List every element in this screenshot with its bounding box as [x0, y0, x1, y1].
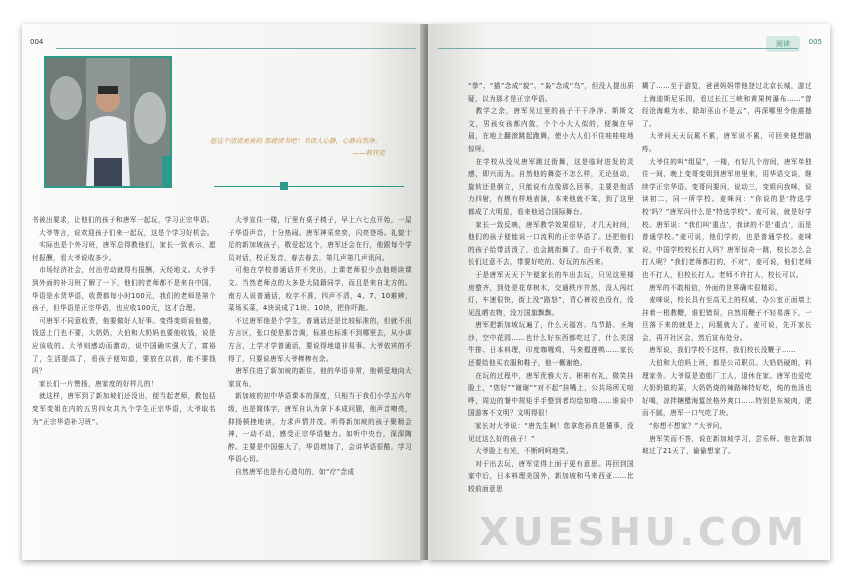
header-rule-left: [56, 48, 416, 49]
right-page-column-1: “拳”、“猫”念成“貌”、“枭”念成“鸟”，但没人提出质疑，以为那才是正宗华语。 教学之余，唐军见过里的孩子干干净净、斯斯文文，男孩女孩都内敛，个个小大人似的，便搁在早晨，在地上翻滚跳起跑舞，使小大人们不住哇哇哇地惊呀。 在学校从没见唐军跳过街舞，这是临时进发的灵感，即兴而为。自然他的舞姿不怎么样，无论扭动，旋转还是倒立，只能说有点像那么回事，主要是他活力四射，有模有样地表演，本来他就不笨，到了这里都成了大明星，看来他适合国际舞台。 家长一致反映，唐军教学效果很好，才几天时间，他们的孩子便能说一口流利的正宗华语了。还把他们的孩子给带活泼了，也会跳街舞了。由于不收费，家长们过意不去，带要好吃的、好玩的东西来。 于是唐军天天下午便家长的车出去玩，只见这里楼房整齐，到处是花草树木，交通秩序井然，没人闯红灯，车速很快，街上没“路怒”，背心裤衩也没有，没见乱晒衣物，没万国旗飘飘。 唐军把新加坡玩遍了，什么天福宫、乌节路、圣淘沙，空中花园……也什么好东西都吃过了，什么美国牛排、日本料理，印度咖喱鸡，马来榴莲鸭……家长还要给他买衣服和鞋子，他一概谢绝。 在玩的过程中，唐军优雅大方、彬彬有礼，微笑挂脸上，“您好”“谢谢”“对不起”挂嘴上，公共场所无喧哗，周边的餐中规矩手手整到者均绘知噜……谁说中国游客不文明？文明得很！ 家长对大爷说：“唐先生啊！您拿您孙真是懂事，没见过这么好的孩子！” 大爷脸上有光，不断呵呵地笑。 对于出去玩，唐军觉得上面于更有意思。再回到国家中后，日本料理美国外，新加坡和马来西亚……比较前面意思: [468, 82, 634, 493]
header-rule-right: [438, 48, 798, 49]
right-page-column-2: 糊了……至于游览，爸爸妈妈带他登过北京长城，游过上海迪斯尼乐园，看过长江三峡和黄果树瀑布……“曾经沧海难为水，除却巫山不是云”，再深哪里令他震撼了。 大爷问天天玩累不累，唐军说不累，可回来便想脑疼。 大爷住的叫“组屋”，一楼，有好几个房间，唐军单独住一间，晚上变哥变姐到唐军房里来，用华语交谈，继续学正宗华语。变哥问要问，说动三，变姐问我咪，说读初二，同一所学校。麦咪问：“你说的是‘特选学校’吗？”唐军问什么是“特选学校”。麦可说，就是好学校。唐军说：“我们叫‘重点’，我读的不是‘重点’，而是普通学校。”麦可说，他们学的，也是普通学校。麦咪说，中国学校校长打人吗？唐军惊奇一跳，校长怎么会打人呢？“我们老师都打的，不对“，麦可说，他们老师也不打人，但校长打人。老师不许打人，校长可以。 唐军的不敢相信，外面的世界确实很精彩。 麦咪说，校长具有至高无上的权威，办公室正面墙上挂着一根教鞭，谁犯错误，自然用鞭子不轻易落下，一旦落下来的就是上，问题就大了。麦可说，先开家长会，再开社区会，然后宣布处分。 唐军说，我们学校不这样，我们校长没鞭子…… 大伯和大伯妈上班，都是公司职员。大奶奶硬朗，料理家务。大爷原是造船厂工人，退休在家。唐军也爱吃大奶奶做的菜，大奶奶烧的辣路辣特好吃，炖的鱼汤也好喝，凉拌糖醋海蜇丝格外爽口……特别是东坡肉，肥而不腻，唐军一口气吃了块。 “你想不想家？”大爷问。 唐军笑而不答，说在新加坡学习，尝乐呀。他在新加坡过了21天了，偷偷想家了。: [642, 82, 812, 456]
pull-quote: [210, 135, 385, 159]
left-page-column-2: 大爷宣住一楼，厅里有桌子椅子，早上六七点开始，一屋子华语声音，十分热闹。唐军神采奕奕，闪亮登场。礼貌十足的新加坡孩子，敬爱起这个，唐军还会在行，他跟每个学员对话，校正发音，春去春去，第几声第几声讯问。 可他在学校普通话并不突出，上课老师很少点他朗读课文。当然老师点的大多是大陆籍同学，而且是来自北方的。南方人说普通话，咬字不准，四声不清，4、7、10难辨，菜场买菜，4块说成了1块、10块，把你吓跑。 不过唐军他是个学生，普通话还是比较标准的，但就不出方言区，张口便是那音调，标准也标准不到哪里去，从小讲方言，上学才学普通话，要说得地道非易事。大爷依宾的不得了，只要说唐军大爷棒棒有余。 唐军住进了新加坡的新住，他的华语非常，他顿爱地向大家宣布， 新加坡的初中华语课本的深度，只相当于我们小学五六年级，也是简体字，唐军自认为拿下本成问题，他声音嘹亮，抑扬顿挫地读，力求声情并茂。听得新加坡的孩子聚精会神，一动不动，感受正宗华语魅力。如听中央台，深深陶醉。主要是中国强大了，华语增加了，会讲华语很酷，学习华语心切。 自然唐军也是有心造句的，如“疗”念成: [228, 216, 412, 476]
left-page: [22, 24, 424, 560]
left-page-column-1: 书被出要求，让他们的孩子和唐军一起玩，学习正宗华语。 大爷等言，说欢迎孩子们来一起玩，这是个学习好机会。 实际也是个外习班，唐军总得教他们，家长一致表示，愿付报酬，看大爷说收多少。 市场经济社会，付出劳动就得有报酬，天经地义。大爷手到外面的补习班了解了一下，他们的老师都不是来自中国，华语是水货华语，收费都每小时100元，我们的老师是第个孩子，但华语是正宗华语，也应收100元，这才合理。 可唐军不同意收费，他要做好人好事。变得变姐说他傻，钱送上门也不要，大奶奶，大伯和大奶妈也要他收钱，说是应该收的。大爷则感动而激动，说中国确实强大了，富裕了，生活提高了，看孩子便知道，要放在以前，能不要钱吗？ 家长们一片赞扬，唐家度的好样儿的！ 就这样，唐军到了新加坡们还没出，便当起老师，教包括变军变姐在内的五男四女共九个学生正宗华语，大爷取名为“正宗华语补习班”。: [32, 216, 216, 426]
quote-divider-marker: [280, 182, 288, 190]
magazine-spread: [22, 24, 830, 560]
magazine-logo: 阅读: [766, 36, 800, 52]
pull-quote-author: ——韩祥克: [352, 149, 385, 157]
page-number-left: 004: [30, 38, 44, 46]
page-number-right: 005: [808, 38, 822, 46]
quote-divider: [214, 186, 404, 187]
watermark: XUESHU.COM: [479, 510, 808, 554]
pull-quote-text: 愿这个清清亮亮的 那就读书吧！书读人心静，心静自然净。: [210, 137, 382, 145]
right-page: [428, 24, 830, 560]
portrait-image: [46, 58, 170, 186]
photo-accent-bar: [162, 156, 172, 186]
author-portrait-photo: [44, 56, 172, 188]
